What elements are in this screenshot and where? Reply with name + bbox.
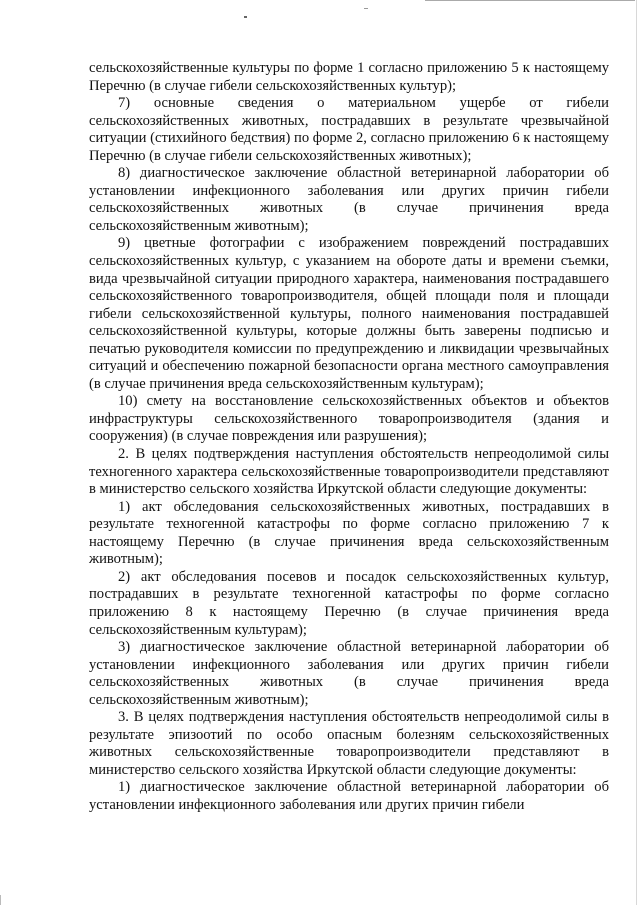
paragraph-item-9: 9) цветные фотографии с изображением повреждений пострадавших сельскохозяйственных культур, с указанием на обороте даты и времени съемки, вида чрезвычайной ситуации природного характера, наименования пострадавшего сельскохозяйственного товаропроизводителя, общей площади поля и площади гибели сельскохозяйственной культуры, полного наименования пострадавшей сельскохозяйственной культуры, которые должны быть заверены подписью и печатью руководителя комиссии по предупреждению и ликвидации чрезвычайных ситуаций и обеспечению пожарной безопасности органа местного самоуправления (в случае причинения вреда сельскохозяйственным культурам); [89,235,609,392]
paragraph-section-2-item-3: 3) диагностическое заключение областной ветеринарной лаборатории об установлении инфекционного заболевания или других причин гибели сельскохозяйственных животных (в случае причинения вреда сельскохозяйственным животным); [89,639,609,708]
paragraph-section-2: 2. В целях подтверждения наступления обстоятельств непреодолимой силы техногенного характера сельскохозяйственные товаропроизводители представляют в министерство сельского хозяйства Иркутской области следующие документы: [89,446,609,498]
scan-speck [364,8,368,9]
paragraph-item-7: 7) основные сведения о материальном ущербе от гибели сельскохозяйственных животных, пострадавших в результате чрезвычайной ситуации (стихийного бедствия) по форме 2, согласно приложению 6 к настоящему Перечню (в случае гибели сельскохозяйственных животных); [89,95,609,164]
scan-page-edge [636,0,637,905]
paragraph-section-3-item-1: 1) диагностическое заключение областной ветеринарной лаборатории об установлении инфекционного заболевания или других причин гибели [89,779,609,813]
scan-corner-mark [0,895,11,905]
paragraph-continuation: сельскохозяйственные культуры по форме 1 согласно приложению 5 к настоящему Перечню (в случае гибели сельскохозяйственных культур); [89,60,609,94]
scan-edge-line [425,0,635,1]
paragraph-item-8: 8) диагностическое заключение областной ветеринарной лаборатории об установлении инфекционного заболевания или других причин гибели сельскохозяйственных животных (в случае причинения вреда сельскохозяйственным животным); [89,165,609,234]
paragraph-section-2-item-1: 1) акт обследования сельскохозяйственных животных, пострадавших в результате техногенной катастрофы по форме согласно приложению 7 к настоящему Перечню (в случае причинения вреда сельскохозяйственным животным); [89,498,609,568]
paragraph-section-3: 3. В целях подтверждения наступления обстоятельств непреодолимой силы в результате эпизоотий по особо опасным болезням сельскохозяйственных животных сельскохозяйственные товаропроизводители представляют в министерство сельского хозяйства Иркутской области следующие документы: [89,709,609,778]
scan-speck [244,16,247,18]
paragraph-item-10: 10) смету на восстановление сельскохозяйственных объектов и объектов инфраструктуры сельскохозяйственного товаропроизводителя (здания и сооружения) (в случае повреждения или разрушения); [89,393,609,445]
paragraph-section-2-item-2: 2) акт обследования посевов и посадок сельскохозяйственных культур, пострадавших в результате техногенной катастрофы по форме согласно приложению 8 к настоящему Перечню (в случае причинения вреда сельскохозяйственным культурам); [89,568,609,638]
document-body [89,60,609,815]
